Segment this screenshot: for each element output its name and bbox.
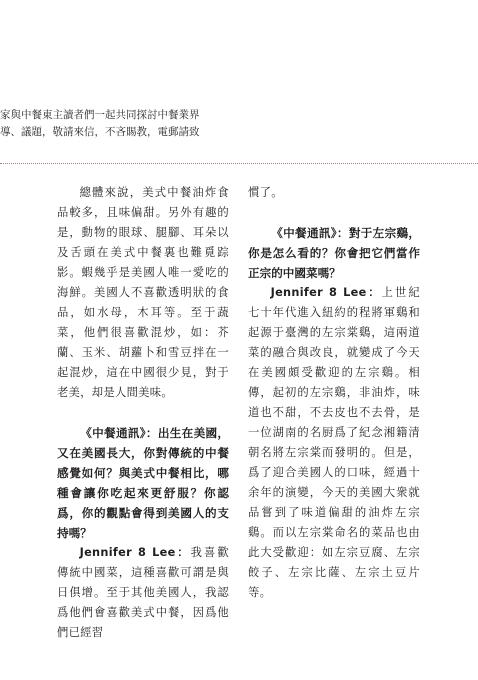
answer-text: 我喜歡傳統中國菜，這種喜歡可謂是與日俱增。至于其他美國人，我認爲他們會喜歡美式中餐，因爲他們已經習: [57, 546, 229, 639]
header-line-1: 家與中餐東主讀者們一起共同探討中餐業界: [0, 109, 200, 121]
answer-speaker: Jennifer 8 Lee：: [79, 546, 191, 559]
right-answer-paragraph: [248, 283, 420, 603]
paragraph-gap: [248, 203, 420, 223]
left-interview-question: 《中餐通訊》：出生在美國，又在美國長大，你對傳統的中餐感覺如何？與美式中餐相比，哪種會讓你吃起來更舒服？你認爲，你的觀點會得到美國人的支持嗎？: [57, 426, 229, 540]
left-answer-paragraph: [57, 543, 229, 643]
right-column: [248, 183, 420, 603]
answer-speaker: Jennifer 8 Lee：: [270, 286, 382, 299]
dotted-divider: [0, 163, 478, 164]
right-continuation: 慣了。: [248, 186, 283, 199]
header-line-2: 導、議題，敬請來信，不吝賜教，電郵請致: [0, 126, 200, 138]
answer-text: 上世紀七十年代進入紐約的程將軍鷄和起源于臺灣的左宗棠鷄，這兩道菜的融合與改良，就變成了今天在美國頗受歡迎的左宗鷄。相傳，起初的左宗鷄，非油炸，味道也不甜，不去皮也不去骨，是一位湖南的名厨爲了紀念湘籍清朝名將左宗棠而發明的。但是，爲了迎合美國人的口味，經過十余年的演變，今天的美國大衆就品嘗到了味道偏甜的油炸左宗鷄。而以左宗棠命名的菜品也由此大受歡迎：如左宗豆腐、左宗餃子、左宗比薩、左宗土豆片等。: [248, 286, 420, 599]
left-paragraph-1: 總體來說，美式中餐油炸食品較多，且味偏甜。另外有趣的是，動物的眼球、腿腳、耳朵以及舌頭在美式中餐裏也難覓踪影。蝦幾乎是美國人唯一愛吃的海鮮。美國人不喜歡透明狀的食品，如水母，木耳等。至于蔬菜，他們很喜歡混炒，如：芥蘭、玉米、胡蘿卜和雪豆拌在一起混炒，這在中國很少見，對于老美，却是人間美味。: [57, 186, 229, 399]
left-column: [57, 183, 229, 643]
right-interview-question: 《中餐通訊》：對于左宗鷄，你是怎么看的？你會把它們當作正宗的中國菜嗎？: [248, 226, 420, 280]
paragraph-gap: [57, 403, 229, 423]
